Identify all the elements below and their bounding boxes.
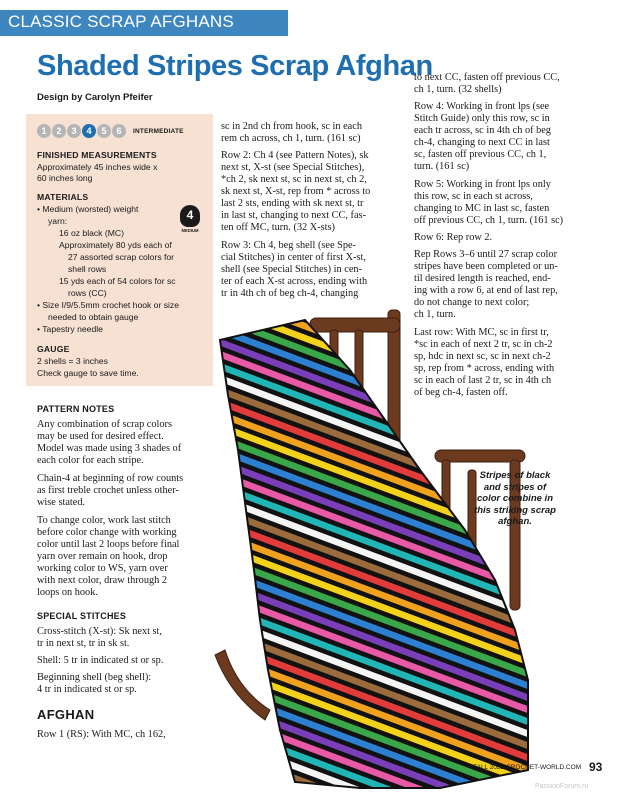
- special-stitches-heading: SPECIAL STITCHES: [37, 611, 127, 621]
- instruction-line: Row 2: Ch 4 (see Pattern Notes), sk: [221, 150, 369, 161]
- pattern-notes-line: before color change with working: [37, 527, 177, 538]
- instruction-line: sp, hdc in next sc, sc in next ch-2: [414, 351, 551, 362]
- instruction-line: of beg ch-4, fasten off.: [414, 387, 508, 398]
- materials-line: Approximately 80 yds each of: [59, 240, 172, 250]
- pattern-notes-line: wise stated.: [37, 497, 86, 508]
- materials-line: • Medium (worsted) weight: [37, 204, 139, 214]
- materials-line: needed to obtain gauge: [48, 312, 139, 322]
- instruction-line: changing to MC in last sc, fasten: [414, 203, 550, 214]
- instruction-line: stripes have been completed or un-: [414, 261, 558, 272]
- designer-byline: Design by Carolyn Pfeifer: [37, 92, 153, 103]
- gauge-heading: GAUGE: [37, 344, 70, 354]
- instruction-line: off previous CC, ch 1, turn. (161 sc): [414, 215, 564, 226]
- materials-line: • Size I/9/5.5mm crochet hook or size: [37, 300, 179, 310]
- instruction-line: ch 1, turn. (32 shells): [414, 84, 502, 95]
- gauge-line: 2 shells = 3 inches: [37, 356, 108, 366]
- instruction-line: ch-4, changing to next CC in last: [414, 137, 550, 148]
- instruction-line: Row 3: Ch 4, beg shell (see Spe-: [221, 240, 356, 251]
- skill-level-label: INTERMEDIATE: [133, 127, 184, 135]
- instruction-line: Row 5: Working in front lps only: [414, 179, 551, 190]
- instruction-line: rem ch across, ch 1, turn. (161 sc): [221, 133, 361, 144]
- special-stitch-line: Beginning shell (beg shell):: [37, 672, 152, 683]
- photo-caption-line: Stripes of black: [479, 470, 551, 481]
- pattern-notes-line: To change color, work last stitch: [37, 515, 171, 526]
- finished-line: Approximately 45 inches wide x: [37, 162, 158, 172]
- instruction-line: shell (see Special Stitches) in cen-: [221, 264, 362, 275]
- special-stitch-line: Cross-stitch (X-st): Sk next st,: [37, 626, 162, 637]
- striped-afghan: [210, 300, 535, 792]
- instruction-line: sp, rep from * across, ending with: [414, 363, 555, 374]
- instruction-line: do not change to next color;: [414, 297, 530, 308]
- pattern-notes-heading: PATTERN NOTES: [37, 404, 115, 414]
- instruction-line: Stitch Guide) only this row, sc in: [414, 113, 550, 124]
- afghan-row-1: Row 1 (RS): With MC, ch 162,: [37, 729, 166, 740]
- instruction-line: to next CC, fasten off previous CC,: [414, 72, 560, 83]
- skill-level-6: 6: [112, 124, 126, 138]
- finished-measurements-heading: FINISHED MEASUREMENTS: [37, 150, 157, 160]
- page-title: Shaded Stripes Scrap Afghan: [37, 50, 433, 82]
- instruction-line: Last row: With MC, sc in first tr,: [414, 327, 549, 338]
- pattern-notes-line: loops on hook.: [37, 587, 98, 598]
- page-number: 93: [589, 760, 603, 774]
- skill-level-2: 2: [52, 124, 66, 138]
- photo-caption-line: and stripes of: [483, 481, 547, 493]
- yarn-weight-icon: [175, 205, 205, 235]
- materials-info-box: [26, 114, 213, 386]
- materials-line: • Tapestry needle: [37, 324, 103, 334]
- special-stitch-line: tr in next st, tr in sk st.: [37, 638, 130, 649]
- instruction-line: sc in each of last 2 tr, sc in 4th ch: [414, 375, 552, 386]
- materials-line: 16 oz black (MC): [59, 228, 124, 238]
- yarn-weight-label: MEDIUM: [181, 228, 199, 233]
- instruction-line: this row, sc in each st across,: [414, 191, 533, 202]
- instruction-line: Row 6: Rep row 2.: [414, 232, 493, 243]
- instruction-line: tr in 4th ch of beg ch-4, changing: [221, 288, 359, 299]
- pattern-notes-line: Any combination of scrap colors: [37, 419, 172, 430]
- photo-caption: [455, 470, 575, 528]
- instruction-line: in last st, changing to next CC, fas-: [221, 210, 366, 221]
- pattern-notes-line: each color for each stripe.: [37, 455, 144, 466]
- instruction-line: ing with a row 6, at end of last rep,: [414, 285, 558, 296]
- afghan-on-rocking-chair-photo: [210, 300, 535, 792]
- pattern-notes-line: yarn over remain on hook, drop: [37, 551, 168, 562]
- section-banner: [0, 10, 288, 36]
- materials-line: 15 yds each of 54 colors for sc: [59, 276, 176, 286]
- instruction-line: til desired length is reached, end-: [414, 273, 551, 284]
- pattern-notes-line: may be used for desired effect.: [37, 431, 164, 442]
- skill-level-3: 3: [67, 124, 81, 138]
- section-banner-text: CLASSIC SCRAP AFGHANS: [8, 12, 234, 31]
- pattern-notes-line: Chain-4 at beginning of row counts: [37, 473, 184, 484]
- instruction-line: ten off MC, turn. (32 X-sts): [221, 222, 335, 233]
- pattern-notes-line: working color to WS, yarn over: [37, 563, 168, 574]
- yarn-weight-number: 4: [186, 208, 194, 222]
- instruction-line: Row 4: Working in front lps (see: [414, 101, 550, 112]
- gauge-line: Check gauge to save time.: [37, 368, 139, 378]
- instruction-line: Rep Rows 3–6 until 27 scrap color: [414, 249, 557, 260]
- watermark: PassionForum.ru: [535, 783, 589, 790]
- materials-heading: MATERIALS: [37, 192, 89, 202]
- materials-line: shell rows: [68, 264, 107, 274]
- instruction-line: sc in 2nd ch from hook, sc in each: [221, 121, 362, 132]
- photo-caption-line: color combine in: [476, 493, 553, 504]
- instruction-line: *ch 2, sk next st, sc in next st, ch 2,: [221, 174, 367, 185]
- finished-line: 60 inches long: [37, 173, 93, 183]
- pattern-notes-line: Model was made using 3 shades of: [37, 443, 182, 454]
- instruction-line: sk next st, X-st, rep from * across to: [221, 186, 371, 197]
- instruction-line: next st, X-st (see Special Stitches),: [221, 162, 365, 173]
- instruction-line: sc, fasten off previous CC, ch 1,: [414, 149, 547, 160]
- instruction-line: ch 1, turn.: [414, 309, 456, 320]
- photo-caption-line: afghan.: [498, 516, 532, 527]
- skill-level-indicator: [37, 124, 184, 138]
- afghan-heading: AFGHAN: [37, 707, 95, 722]
- skill-level-4: 4: [82, 124, 96, 138]
- materials-line: 27 assorted scrap colors for: [68, 252, 175, 262]
- skill-level-5: 5: [97, 124, 111, 138]
- pattern-notes-line: color until last 2 loops before final: [37, 539, 180, 550]
- instruction-line: *sc in each of next 2 tr, sc in ch-2: [414, 339, 553, 350]
- pattern-notes-line: with next color, draw through 2: [37, 575, 167, 586]
- instruction-line: each tr across, sc in 4th ch of beg: [414, 125, 551, 136]
- photo-caption-line: this striking scrap: [474, 504, 556, 516]
- pattern-notes-line: as first treble crochet unless other-: [37, 485, 179, 496]
- materials-line: yarn:: [48, 216, 68, 226]
- magazine-source: FALL 2022 CROCHET-WORLD.COM: [473, 764, 582, 771]
- skill-level-1: 1: [37, 124, 51, 138]
- materials-line: rows (CC): [68, 288, 107, 298]
- special-stitch-line: Shell: 5 tr in indicated st or sp.: [37, 655, 164, 666]
- instruction-line: cial Stitches) in center of first X-st,: [221, 252, 366, 263]
- instruction-line: last 2 sts, ending with sk next st, tr: [221, 198, 364, 209]
- instruction-line: ter of each X-st across, ending with: [221, 276, 368, 287]
- instruction-line: turn. (161 sc): [414, 161, 470, 172]
- special-stitch-line: 4 tr in indicated st or sp.: [37, 684, 137, 695]
